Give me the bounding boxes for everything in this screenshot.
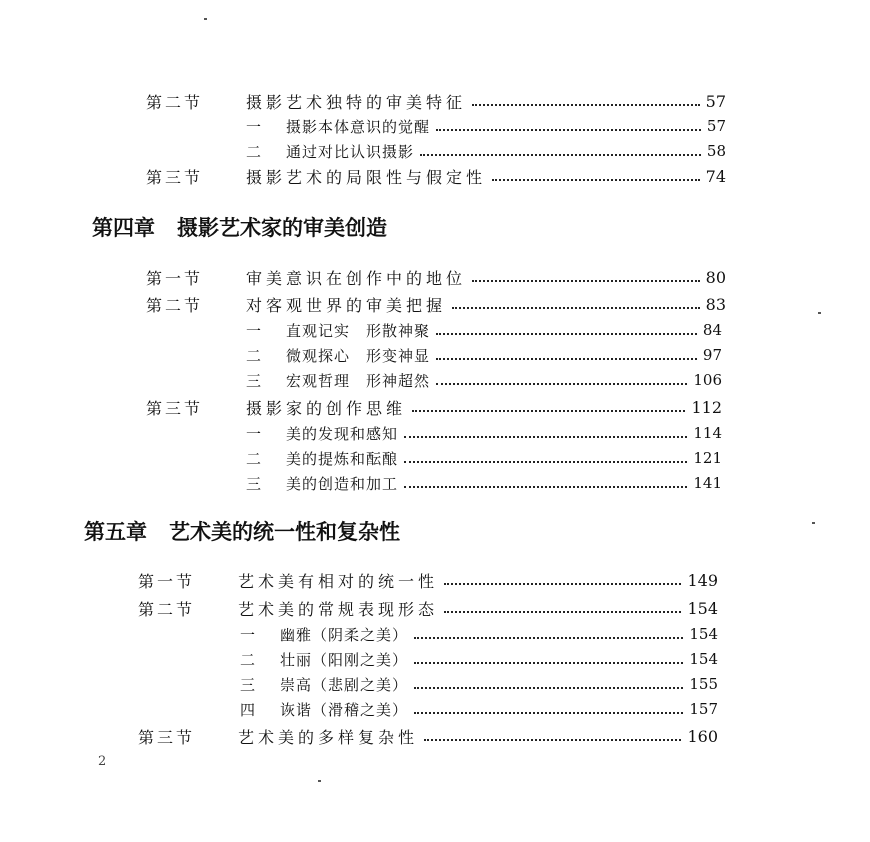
subsection-page: 106: [693, 371, 722, 389]
toc-subsection: [240, 648, 718, 670]
toc-section: [146, 165, 726, 187]
subsection-label: 一: [240, 625, 259, 644]
subsection-label: 三: [240, 675, 259, 694]
toc-subsection: [240, 673, 718, 695]
page-number: 2: [98, 754, 107, 769]
chapter-title: 艺术美的统一性和复杂性: [169, 520, 400, 544]
leader-dots: [436, 383, 687, 385]
subsection-page: 155: [689, 675, 718, 693]
leader-dots: [452, 307, 700, 309]
section-title: 摄影家的创作思维: [246, 398, 407, 418]
subsection-label: 一: [246, 321, 265, 340]
toc-subsection: [246, 319, 722, 341]
toc-section: [146, 266, 726, 288]
section-page: 112: [691, 397, 722, 417]
section-title: 艺术美的常规表现形态: [238, 599, 439, 619]
toc-section: [146, 90, 726, 112]
subsection-title: 壮丽（阳刚之美）: [280, 650, 409, 669]
chapter-heading: [84, 516, 400, 546]
chapter-label: 第五章: [84, 520, 147, 544]
chapter-heading: [92, 212, 387, 242]
leader-dots: [404, 436, 687, 438]
section-label: 第三节: [146, 167, 204, 187]
subsection-label: 二: [246, 142, 265, 161]
subsection-label: 二: [246, 346, 265, 365]
section-title: 摄影艺术的局限性与假定性: [246, 167, 487, 187]
toc-section: [146, 293, 726, 315]
subsection-page: 84: [702, 321, 722, 339]
leader-dots: [492, 179, 700, 181]
section-title: 对客观世界的审美把握: [246, 295, 447, 315]
section-label: 第二节: [146, 295, 204, 315]
subsection-title: 美的创造和加工: [286, 474, 399, 493]
section-page: 80: [705, 267, 726, 287]
leader-dots: [424, 739, 681, 741]
scan-speck: [812, 522, 815, 524]
subsection-title: 微观探心 形变神显: [286, 346, 431, 365]
leader-dots: [420, 154, 701, 156]
toc-section: [138, 725, 718, 747]
toc-subsection: [240, 698, 718, 720]
section-page: 154: [687, 598, 718, 618]
subsection-title: 幽雅（阴柔之美）: [280, 625, 409, 644]
toc-section: [138, 597, 718, 619]
section-label: 第二节: [146, 92, 204, 112]
subsection-label: 一: [246, 117, 265, 136]
subsection-page: 141: [693, 474, 722, 492]
section-page: 83: [705, 294, 726, 314]
leader-dots: [436, 358, 697, 360]
subsection-page: 154: [689, 650, 718, 668]
subsection-title: 通过对比认识摄影: [286, 142, 415, 161]
toc-subsection: [246, 369, 722, 391]
subsection-label: 二: [240, 650, 259, 669]
toc-subsection: [246, 447, 722, 469]
chapter-title: 摄影艺术家的审美创造: [177, 216, 387, 240]
subsection-title: 宏观哲理 形神超然: [286, 371, 431, 390]
toc-subsection: [240, 623, 718, 645]
toc-section: [146, 396, 722, 418]
subsection-page: 57: [706, 117, 726, 135]
subsection-page: 114: [693, 424, 722, 442]
section-title: 艺术美有相对的统一性: [238, 571, 439, 591]
leader-dots: [412, 410, 685, 412]
subsection-title: 摄影本体意识的觉醒: [286, 117, 431, 136]
subsection-page: 97: [702, 346, 722, 364]
leader-dots: [414, 687, 683, 689]
toc-subsection: [246, 422, 722, 444]
section-label: 第一节: [146, 268, 204, 288]
toc-subsection: [246, 140, 726, 162]
subsection-page: 58: [706, 142, 726, 160]
subsection-label: 二: [246, 449, 265, 468]
section-label: 第一节: [138, 571, 196, 591]
toc-subsection: [246, 472, 722, 494]
section-page: 149: [687, 570, 718, 590]
chapter-label: 第四章: [92, 216, 155, 240]
subsection-title: 直观记实 形散神聚: [286, 321, 431, 340]
leader-dots: [414, 712, 683, 714]
toc-subsection: [246, 344, 722, 366]
section-page: 57: [705, 91, 726, 111]
leader-dots: [444, 583, 681, 585]
toc-section: [138, 569, 718, 591]
leader-dots: [436, 129, 701, 131]
leader-dots: [414, 637, 683, 639]
section-page: 160: [687, 726, 718, 746]
section-label: 第三节: [138, 727, 196, 747]
section-page: 74: [705, 166, 726, 186]
subsection-label: 一: [246, 424, 265, 443]
subsection-title: 美的发现和感知: [286, 424, 399, 443]
leader-dots: [444, 611, 681, 613]
subsection-page: 154: [689, 625, 718, 643]
subsection-page: 157: [689, 700, 718, 718]
subsection-label: 三: [246, 371, 265, 390]
section-label: 第二节: [138, 599, 196, 619]
section-title: 艺术美的多样复杂性: [238, 727, 419, 747]
subsection-label: 三: [246, 474, 265, 493]
subsection-title: 崇高（悲剧之美）: [280, 675, 409, 694]
scan-speck: [818, 312, 821, 314]
subsection-label: 四: [240, 700, 259, 719]
section-title: 审美意识在创作中的地位: [246, 268, 467, 288]
leader-dots: [436, 333, 697, 335]
section-title: 摄影艺术独特的审美特征: [246, 92, 467, 112]
section-label: 第三节: [146, 398, 204, 418]
leader-dots: [414, 662, 683, 664]
scan-speck: [204, 18, 207, 20]
subsection-title: 诙谐（滑稽之美）: [280, 700, 409, 719]
leader-dots: [472, 280, 700, 282]
scan-speck: [318, 780, 321, 782]
subsection-title: 美的提炼和酝酿: [286, 449, 399, 468]
subsection-page: 121: [693, 449, 722, 467]
leader-dots: [404, 461, 687, 463]
toc-subsection: [246, 115, 726, 137]
leader-dots: [404, 486, 687, 488]
leader-dots: [472, 104, 700, 106]
